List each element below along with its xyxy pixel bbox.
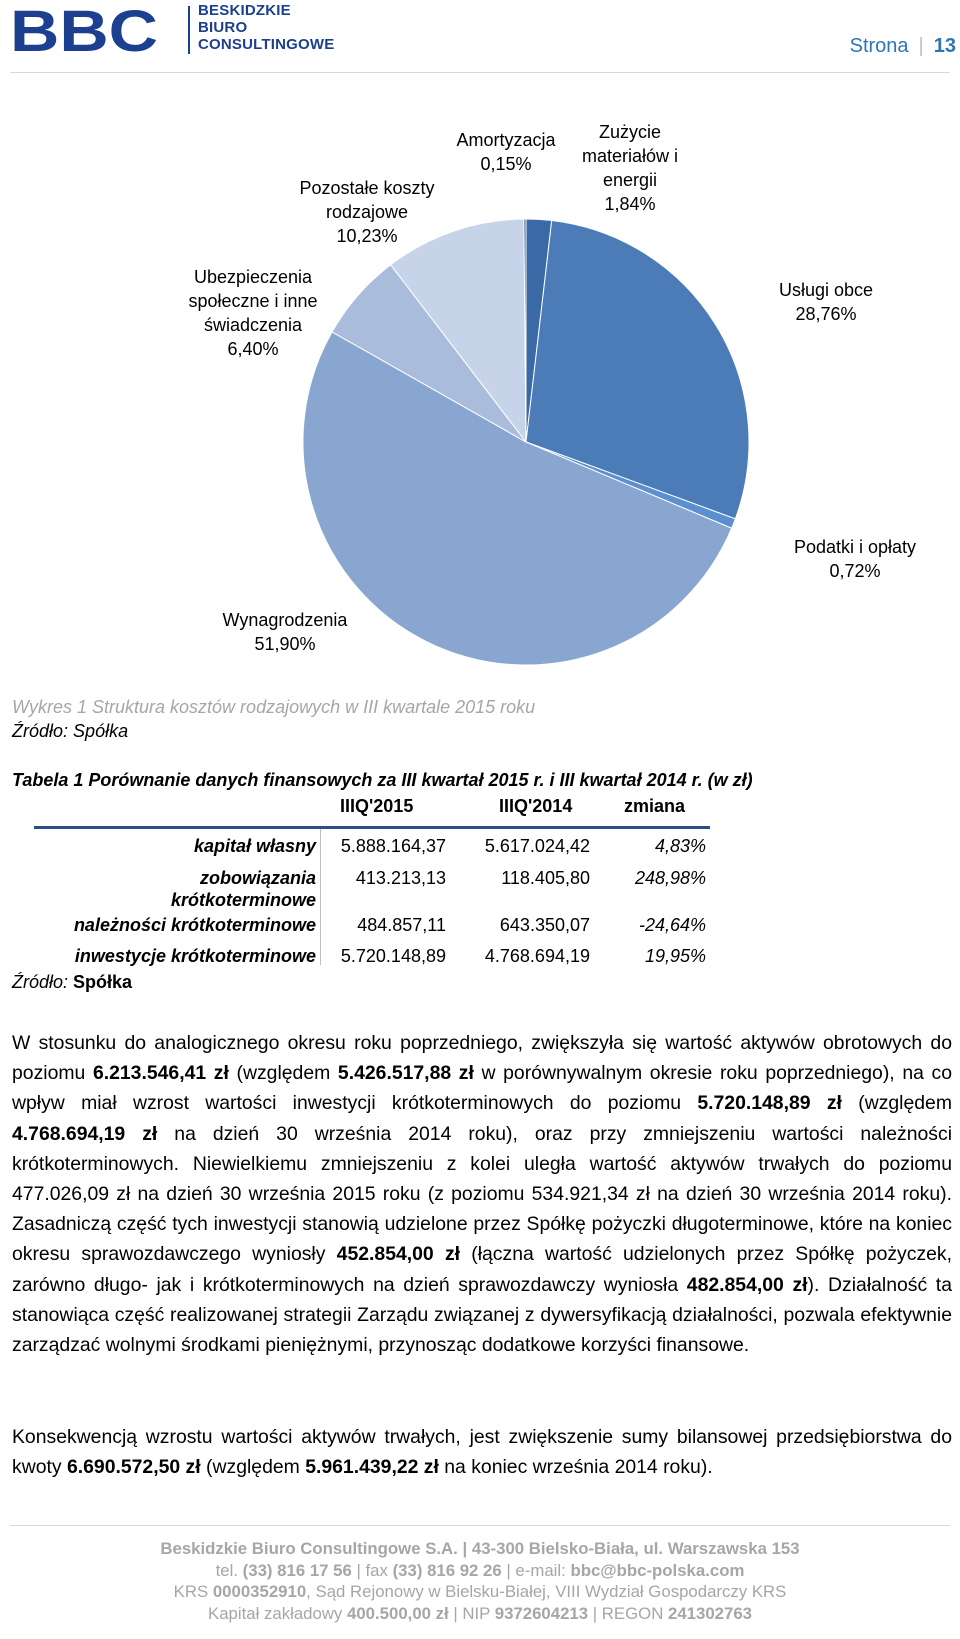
text-run: | NIP bbox=[448, 1603, 495, 1623]
emphasis-amount: 452.854,00 zł bbox=[336, 1243, 461, 1266]
pie-label-line: świadczenia bbox=[203, 315, 303, 335]
nip-number: 9372604213 bbox=[494, 1603, 589, 1623]
pie-label-line: 51,90% bbox=[254, 634, 316, 654]
pie-label-line: społeczne i inne bbox=[188, 291, 318, 311]
source-label: Źródło: bbox=[12, 972, 69, 992]
bbc-logo bbox=[10, 5, 160, 55]
header-rule bbox=[10, 72, 950, 73]
text-run: W stosunku do analogicznego okresu roku poprzedniego, zwiększyła się wartość aktywów obrotowych do poziomu bbox=[12, 1032, 952, 1085]
column-header: zmiana bbox=[624, 796, 686, 816]
text-run: | fax bbox=[351, 1560, 393, 1580]
column-header: IIIQ'2015 bbox=[340, 796, 414, 816]
text-run: Kapitał zakładowy bbox=[208, 1603, 347, 1623]
change-value: 19,95% bbox=[644, 946, 706, 966]
pie-label bbox=[168, 265, 338, 361]
pie-label-line: 0,15% bbox=[480, 154, 532, 174]
logo-wordmark bbox=[198, 2, 334, 53]
text-run: (względem bbox=[228, 1062, 338, 1085]
page-footer bbox=[0, 1538, 960, 1624]
pie-label-line: rodzajowe bbox=[325, 202, 409, 222]
phone-number: (33) 816 17 56 bbox=[242, 1560, 352, 1580]
change-value: -24,64% bbox=[638, 915, 706, 935]
text-run: na dzień 30 września 2014 roku), oraz przy zmniejszeniu wartości należności krótkoterminowych. Niewielkiemu zmniejszeniu z kolei uległa wartość aktywów trwałych do poziomu 477.026,09 zł na dzień 30 września 2015 roku (z poziomu 534.921,34 zł na dzień 30 września 2014 roku). Zasadniczą część tych inwestycji stanowią udzielone przez Spółkę pożyczki długoterminowe, które na koniec okresu sprawozdawczego wyniosły bbox=[12, 1122, 952, 1266]
fax-number: (33) 816 92 26 bbox=[392, 1560, 502, 1580]
footer-line bbox=[0, 1560, 960, 1582]
table-column-divider bbox=[320, 829, 321, 965]
page-number: 13 bbox=[933, 35, 956, 57]
value-2014: 4.768.694,19 bbox=[484, 946, 590, 966]
page-separator: | bbox=[918, 35, 924, 57]
pie-label bbox=[756, 278, 896, 326]
page-label: Strona bbox=[849, 35, 909, 57]
row-label: kapitał własny bbox=[193, 836, 316, 856]
change-value: 4,83% bbox=[654, 836, 706, 856]
footer-line bbox=[0, 1581, 960, 1603]
pie-label bbox=[770, 535, 940, 583]
value-2015: 5.888.164,37 bbox=[340, 836, 446, 856]
value-2015: 413.213,13 bbox=[355, 868, 446, 888]
company-address: | 43-300 Bielsko-Biała, ul. Warszawska 153 bbox=[457, 1539, 800, 1558]
pie-label-line: 6,40% bbox=[227, 339, 279, 359]
pie-label-line: 28,76% bbox=[795, 304, 857, 324]
pie-label bbox=[200, 608, 370, 656]
regon-number: 241302763 bbox=[667, 1603, 752, 1623]
company-name: Beskidzkie Biuro Consultingowe S.A. bbox=[160, 1539, 458, 1558]
emphasis-amount: 6.213.546,41 zł bbox=[92, 1062, 229, 1085]
row-label: inwestycje krótkoterminowe bbox=[74, 946, 316, 966]
krs-number: 0000352910 bbox=[212, 1582, 307, 1601]
text-run: ). Działalność ta stanowiąca część realizowanej strategii Zarządu związanej z dywersyfikacją działalności, pozwala efektywnie zarządzać wolnymi środkami pieniężnymi, przynosząc dodatkowe korzyści finansowe. bbox=[12, 1273, 952, 1357]
value-2014: 643.350,07 bbox=[499, 915, 590, 935]
emphasis-amount: 4.768.694,19 zł bbox=[12, 1122, 158, 1145]
row-label: zobowiązania bbox=[199, 868, 316, 888]
body-paragraph bbox=[12, 1422, 952, 1482]
table-title: Tabela 1 Porównanie danych finansowych za III kwartał 2015 r. i III kwartał 2014 r. (w zł) bbox=[12, 770, 753, 790]
text-run: | e-mail: bbox=[501, 1560, 571, 1580]
email-address: bbc@bbc-polska.com bbox=[570, 1560, 745, 1580]
text-run: Konsekwencją wzrostu wartości aktywów trwałych, jest zwiększenie sumy bilansowej przedsiębiorstwa do kwoty bbox=[12, 1426, 952, 1479]
pie-label-line: Amortyzacja bbox=[456, 130, 556, 150]
text-run: w porównywalnym okresie roku poprzedniego), na co wpływ miał wzrost wartości inwestycji krótkoterminowych do poziomu bbox=[12, 1062, 952, 1115]
pie-label-line: 0,72% bbox=[829, 561, 881, 581]
row-label: należności krótkoterminowe bbox=[73, 915, 316, 935]
cost-structure-pie-chart bbox=[0, 80, 960, 700]
logo-divider bbox=[188, 6, 190, 54]
table-header-rule bbox=[34, 826, 710, 829]
footer-line bbox=[0, 1538, 960, 1560]
pie-label bbox=[282, 176, 452, 248]
pie-label bbox=[436, 128, 576, 176]
chart-source bbox=[12, 721, 128, 742]
pie-label-line: 1,84% bbox=[604, 194, 656, 214]
value-2014: 5.617.024,42 bbox=[484, 836, 590, 856]
pie-label-line: Pozostałe koszty bbox=[299, 178, 435, 198]
logo-letters: BBC bbox=[10, 5, 158, 55]
emphasis-amount: 5.720.148,89 zł bbox=[697, 1092, 842, 1115]
text-run: KRS bbox=[173, 1582, 213, 1601]
text-run: (względem bbox=[841, 1092, 952, 1115]
text-run: , Sąd Rejonowy w Bielsku-Białej, VIII Wydział Gospodarczy KRS bbox=[306, 1582, 787, 1601]
logo-line: BIURO bbox=[198, 19, 248, 36]
pie-label-line: Podatki i opłaty bbox=[793, 537, 917, 557]
page-indicator bbox=[850, 35, 956, 58]
footer-rule bbox=[10, 1525, 950, 1526]
change-value: 248,98% bbox=[634, 868, 706, 888]
logo-line: BESKIDZKIE bbox=[198, 2, 291, 19]
text-run: (łączna wartość udzielonych przez Spółkę pożyczek, zarówno długo- jak i krótkoterminowych na dzień sprawozdawczy wyniosła bbox=[12, 1243, 953, 1296]
row-label: krótkoterminowe bbox=[170, 890, 316, 910]
column-header: IIIQ'2014 bbox=[499, 796, 573, 816]
value-2015: 5.720.148,89 bbox=[340, 946, 446, 966]
emphasis-amount: 6.690.572,50 zł bbox=[66, 1456, 201, 1479]
pie-label-line: Ubezpieczenia bbox=[193, 267, 313, 287]
table-source bbox=[12, 972, 132, 993]
logo-line: CONSULTINGOWE bbox=[198, 36, 335, 53]
value-2014: 118.405,80 bbox=[501, 868, 590, 888]
source-value: Spółka bbox=[73, 721, 129, 741]
pie-label-line: energii bbox=[602, 170, 658, 190]
text-run: (względem bbox=[200, 1456, 306, 1479]
pie-label-line: Zużycie bbox=[598, 122, 661, 142]
text-run: na koniec września 2014 roku). bbox=[438, 1456, 713, 1479]
source-label: Źródło: bbox=[12, 721, 69, 741]
body-paragraph bbox=[12, 1028, 952, 1360]
pie-label-line: materiałów i bbox=[581, 146, 679, 166]
value-2015: 484.857,11 bbox=[357, 915, 446, 935]
chart-caption: Wykres 1 Struktura kosztów rodzajowych w III kwartale 2015 roku bbox=[12, 697, 536, 717]
page-header bbox=[0, 0, 960, 72]
pie-label-line: 10,23% bbox=[336, 226, 398, 246]
share-capital: 400.500,00 zł bbox=[347, 1603, 449, 1623]
emphasis-amount: 482.854,00 zł bbox=[686, 1273, 808, 1296]
text-run: | REGON bbox=[588, 1603, 668, 1623]
pie-label-line: Wynagrodzenia bbox=[222, 610, 348, 630]
emphasis-amount: 5.961.439,22 zł bbox=[305, 1456, 439, 1479]
pie-label bbox=[560, 120, 700, 216]
text-run: tel. bbox=[215, 1560, 243, 1580]
footer-line bbox=[0, 1603, 960, 1625]
pie-label-line: Usługi obce bbox=[778, 280, 874, 300]
emphasis-amount: 5.426.517,88 zł bbox=[337, 1062, 474, 1085]
source-value: Spółka bbox=[73, 972, 133, 992]
